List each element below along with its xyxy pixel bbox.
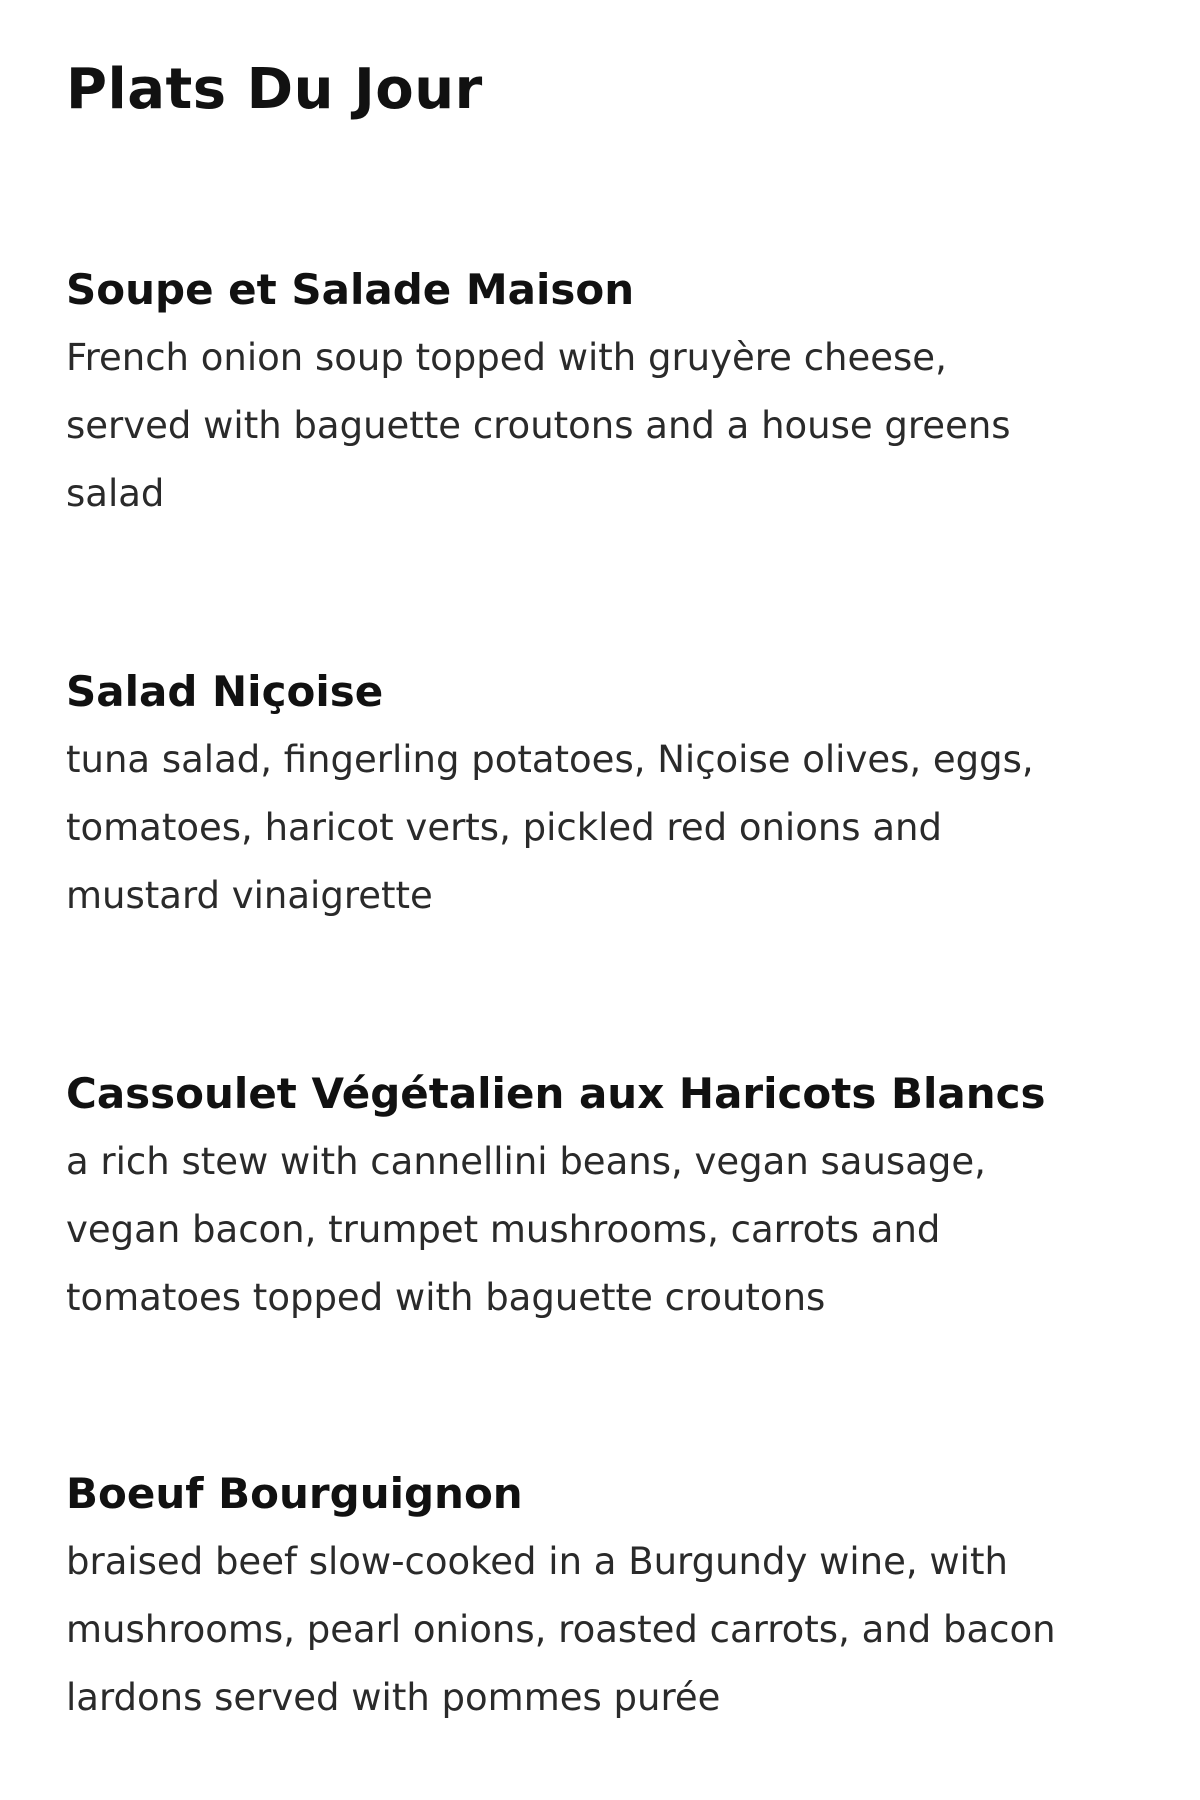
description-line: lardons served with pommes purée — [66, 1676, 721, 1719]
description-line: tomatoes, haricot verts, pickled red onions and — [66, 806, 942, 849]
menu-item-name: Boeuf Bourguignon — [66, 1469, 523, 1518]
menu-item-description — [66, 726, 1146, 930]
description-line: served with baguette croutons and a house greens — [66, 404, 1011, 447]
menu-item — [66, 262, 1146, 528]
menu-item-name: Soupe et Salade Maison — [66, 265, 635, 314]
menu-item-description — [66, 1528, 1146, 1732]
menu-item — [66, 664, 1146, 930]
menu-item-name: Salad Niçoise — [66, 667, 384, 716]
description-line: salad — [66, 472, 165, 515]
description-line: French onion soup topped with gruyère cheese, — [66, 336, 947, 379]
page-title: Plats Du Jour — [66, 57, 483, 122]
description-line: a rich stew with cannellini beans, vegan sausage, — [66, 1140, 986, 1183]
description-line: tuna salad, fingerling potatoes, Niçoise olives, eggs, — [66, 738, 1034, 781]
description-line: mustard vinaigrette — [66, 874, 433, 917]
description-line: braised beef slow-cooked in a Burgundy wine, with — [66, 1540, 1008, 1583]
menu-item — [66, 1466, 1146, 1732]
description-line: tomatoes topped with baguette croutons — [66, 1276, 826, 1319]
description-line: mushrooms, pearl onions, roasted carrots, and bacon — [66, 1608, 1056, 1651]
menu-item-name: Cassoulet Végétalien aux Haricots Blancs — [66, 1069, 1046, 1118]
description-line: vegan bacon, trumpet mushrooms, carrots and — [66, 1208, 941, 1251]
menu-item-description — [66, 1128, 1146, 1332]
menu-item — [66, 1066, 1146, 1332]
menu-item-description — [66, 324, 1146, 528]
